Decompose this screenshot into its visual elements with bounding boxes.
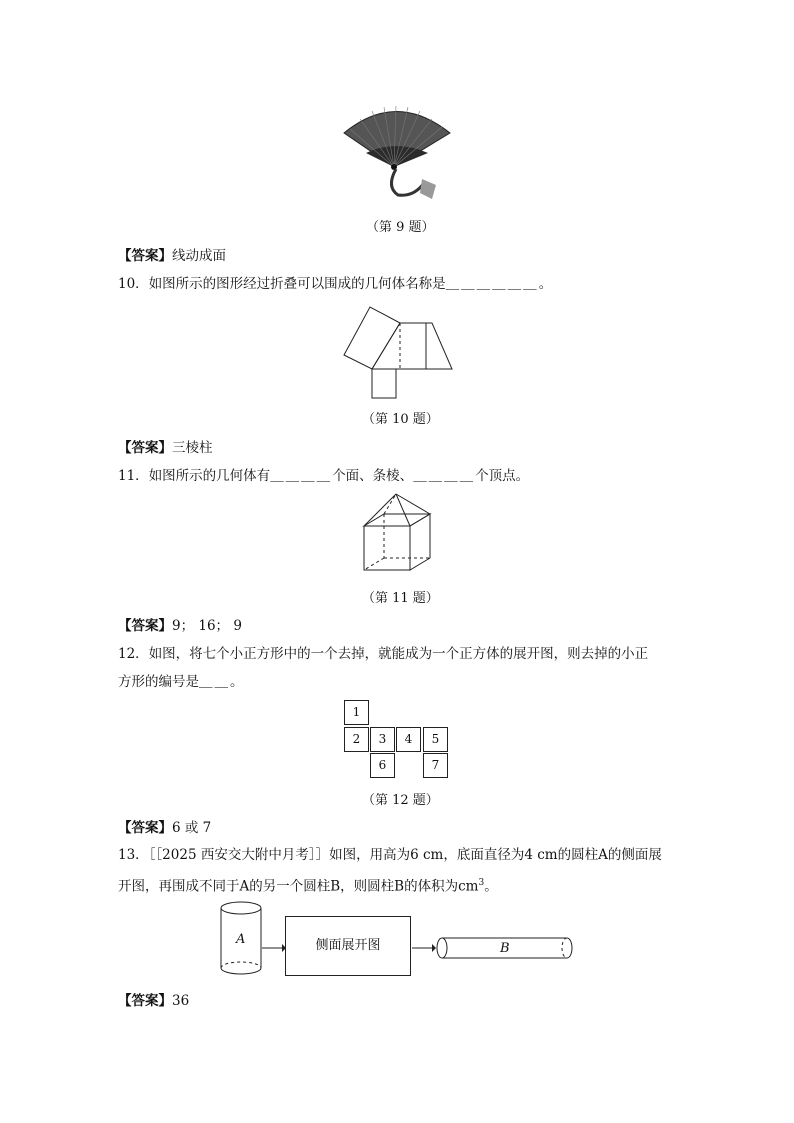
answer-blank: ＿＿ [199, 674, 230, 690]
question-number: 13． [118, 847, 149, 863]
question-number: 10． [118, 276, 149, 292]
answer-q11 [118, 617, 242, 635]
grid-cell-2: 2 [344, 727, 369, 752]
grid-cell-1: 1 [344, 700, 369, 725]
square-grid-figure [344, 700, 452, 780]
cylinder-b-label: B [500, 941, 510, 956]
answer-text: 36 [172, 993, 190, 1009]
answer-q10 [118, 439, 213, 457]
answer-text: 三棱柱 [172, 440, 213, 456]
answer-q13 [118, 992, 189, 1010]
figure-caption-q10: （第 10 题） [362, 412, 439, 427]
question-number: 12． [118, 646, 149, 662]
arrow-right-icon [412, 943, 436, 953]
question-13-line1 [118, 846, 662, 864]
arrow-right-icon [262, 943, 286, 953]
grid-cell-4: 4 [396, 727, 421, 752]
question-text: 方形的编号是 [118, 674, 199, 690]
figure-caption-q11: （第 11 题） [362, 591, 439, 606]
answer-tag: 【答案】 [118, 820, 172, 836]
question-end: 。 [484, 878, 498, 895]
question-text: ［［2025 西安交大附中月考］］如图，用高为6 cm，底面直径为4 cm的圆柱A的侧面展 [148, 847, 662, 863]
lateral-unfold-label: 侧面展开图 [315, 938, 381, 953]
grid-cell-6: 6 [370, 753, 395, 778]
question-12-line2 [118, 673, 244, 691]
folding-fan-image [336, 95, 456, 210]
question-text: 个面、条棱、 [332, 468, 414, 484]
answer-blank: ＿＿＿＿ [270, 468, 333, 484]
answer-blank: ＿＿＿＿＿＿ [445, 276, 539, 292]
question-text: 如图，将七个小正方形中的一个去掉，就能成为一个正方体的展开图，则去掉的小正 [148, 646, 649, 662]
question-11 [118, 467, 529, 485]
question-text: 个顶点。 [475, 468, 530, 484]
answer-tag: 【答案】 [118, 440, 172, 456]
answer-text: 9； 16； 9 [172, 618, 242, 634]
question-10 [118, 275, 552, 293]
question-end: 。 [538, 276, 553, 292]
grid-cell-3: 3 [370, 727, 395, 752]
prism-net-figure [340, 305, 465, 400]
question-number: 11． [118, 468, 149, 484]
question-text: 如图所示的图形经过折叠可以围成的几何体名称是 [148, 276, 446, 292]
answer-text: 6 或 7 [172, 820, 212, 836]
answer-q9 [118, 247, 226, 265]
answer-q12 [118, 819, 211, 837]
answer-blank: ＿＿＿＿ [413, 468, 476, 484]
answer-text: 线动成面 [172, 248, 226, 264]
lateral-unfold-box [285, 916, 411, 976]
figure-caption-q9: （第 9 题） [366, 220, 435, 235]
cylinder-a-label: A [236, 932, 246, 947]
figure-caption-q12: （第 12 题） [362, 793, 439, 808]
question-text: 开图，再围成不同于A的另一个圆柱B，则圆柱B的体积为cm [118, 878, 479, 895]
unit-exponent: 3 [478, 878, 485, 888]
answer-tag: 【答案】 [118, 248, 172, 264]
grid-cell-5: 5 [423, 727, 448, 752]
question-13-line2 [118, 874, 498, 896]
grid-cell-7: 7 [423, 753, 448, 778]
answer-tag: 【答案】 [118, 618, 172, 634]
question-text: 如图所示的几何体有 [148, 468, 271, 484]
answer-tag: 【答案】 [118, 993, 172, 1009]
question-end: 。 [230, 674, 244, 690]
question-12-line1 [118, 645, 648, 663]
house-solid-figure [360, 492, 440, 584]
